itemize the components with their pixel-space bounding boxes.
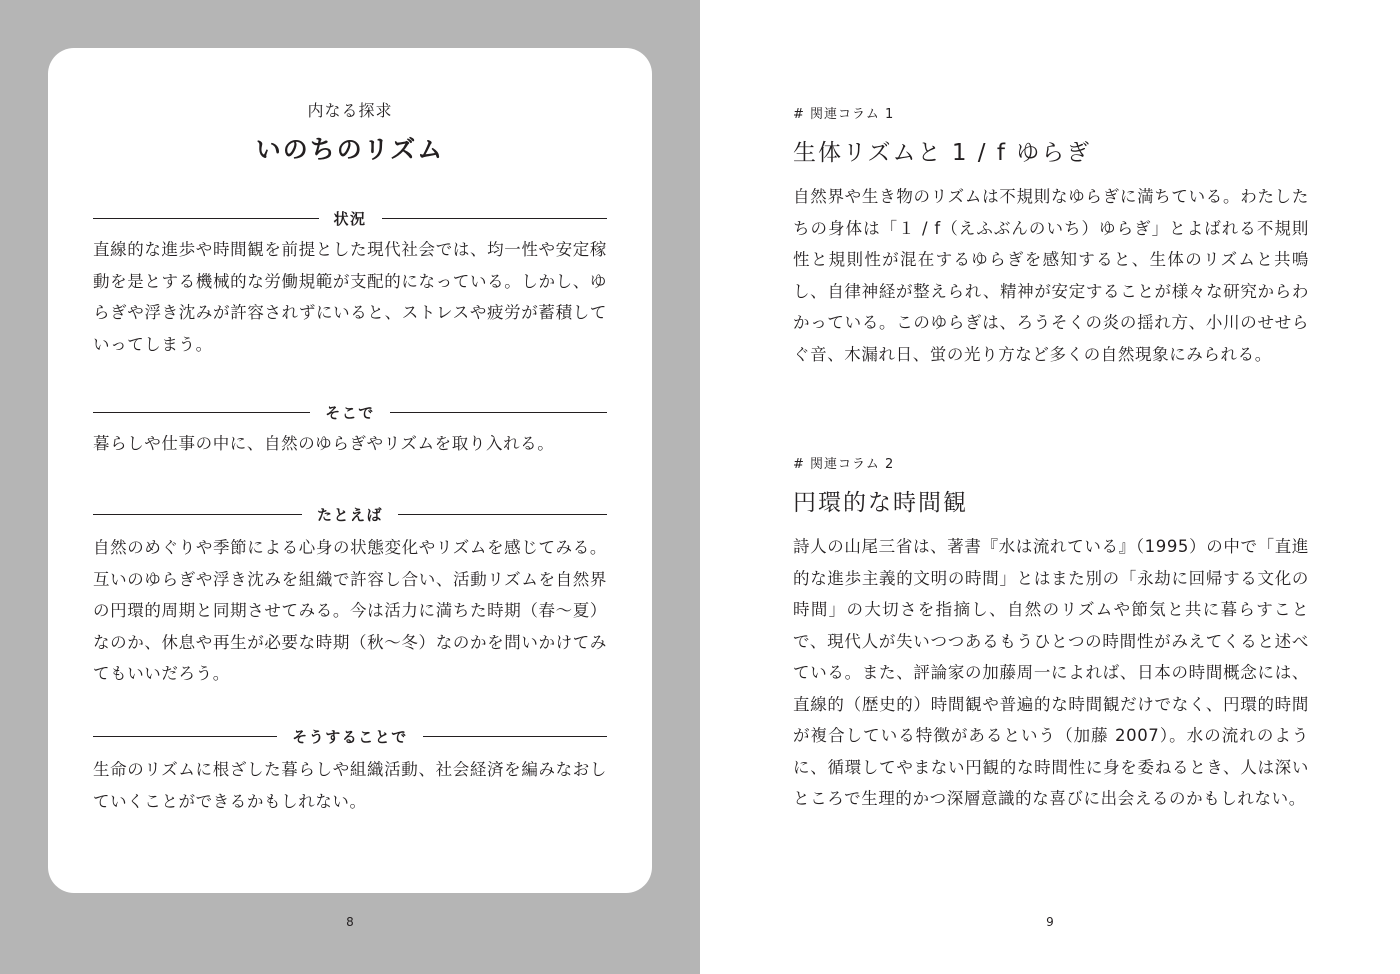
section-body-therefore: 暮らしや仕事の中に、自然のゆらぎやリズムを取り入れる。 xyxy=(93,434,555,453)
divider-line xyxy=(93,514,302,515)
section-label: そうすることで xyxy=(292,727,408,746)
divider-line xyxy=(93,736,277,737)
section-divider-outcome xyxy=(93,726,607,746)
divider-line xyxy=(382,218,608,219)
section-divider-therefore xyxy=(93,402,607,422)
column-title: 円環的な時間観 xyxy=(793,490,968,516)
page-number-left: 8 xyxy=(346,915,354,929)
divider-line xyxy=(423,736,607,737)
section-label: たとえば xyxy=(317,505,384,524)
page-number-right: 9 xyxy=(1046,915,1054,929)
column-body: 詩人の山尾三省は、著書『水は流れている』（1995）の中で「直進的な進歩主義的文明の時間」とはまた別の「永劫に回帰する文化の時間」の大切さを指摘し、自然のリズムや節気と共に暮らすことで、現代人が失いつつあるもうひとつの時間性がみえてくると述べている。また、評論家の加藤周一によれば、日本の時間概念には、直線的（歴史的）時間観や普遍的な時間観だけでなく、円環的時間が複合している特徴があるという（加藤 2007）。水の流れのように、循環してやまない円観的な時間性に身を委ねるとき、人は深いところで生理的かつ深層意識的な喜びに出会えるのかもしれない。 xyxy=(793,537,1309,808)
card-eyebrow: 内なる探求 xyxy=(307,101,393,120)
divider-line xyxy=(93,218,319,219)
card-title: いのちのリズム xyxy=(255,135,445,164)
divider-line xyxy=(398,514,607,515)
column-body: 自然界や生き物のリズムは不規則なゆらぎに満ちている。わたしたちの身体は「１ / f（えふぶんのいち）ゆらぎ」とよばれる不規則性と規則性が混在するゆらぎを感知すると、生体のリズムと共鳴し、自律神経が整えられ、精神が安定することが様々な研究からわかっている。このゆらぎは、ろうそくの炎の揺れ方、小川のせせらぐ音、木漏れ日、蛍の光り方など多くの自然現象にみられる。 xyxy=(793,187,1309,364)
divider-line xyxy=(93,412,310,413)
pattern-card xyxy=(48,48,652,893)
section-label: 状況 xyxy=(333,209,367,228)
right-page xyxy=(700,0,1400,974)
section-label: そこで xyxy=(325,403,375,422)
section-divider-for-example xyxy=(93,504,607,524)
divider-line xyxy=(390,412,607,413)
section-body-for-example: 自然のめぐりや季節による心身の状態変化やリズムを感じてみる。互いのゆらぎや浮き沈みを組織で許容し合い、活動リズムを自然界の円環的周期と同期させてみる。今は活力に満ちた時期（春〜夏）なのか、休息や再生が必要な時期（秋〜冬）なのかを問いかけてみてもいいだろう。 xyxy=(93,538,607,683)
column-tag: # 関連コラム 2 xyxy=(793,457,895,472)
column-title: 生体リズムと 1 / f ゆらぎ xyxy=(793,140,1092,166)
section-body-outcome: 生命のリズムに根ざした暮らしや組織活動、社会経済を編みなおしていくことができるかもしれない。 xyxy=(93,760,607,811)
section-divider-situation xyxy=(93,208,607,228)
section-body-situation: 直線的な進歩や時間観を前提とした現代社会では、均一性や安定稼動を是とする機械的な労働規範が支配的になっている。しかし、ゆらぎや浮き沈みが許容されずにいると、ストレスや疲労が蓄積していってしまう。 xyxy=(93,240,607,354)
column-tag: # 関連コラム 1 xyxy=(793,107,895,122)
